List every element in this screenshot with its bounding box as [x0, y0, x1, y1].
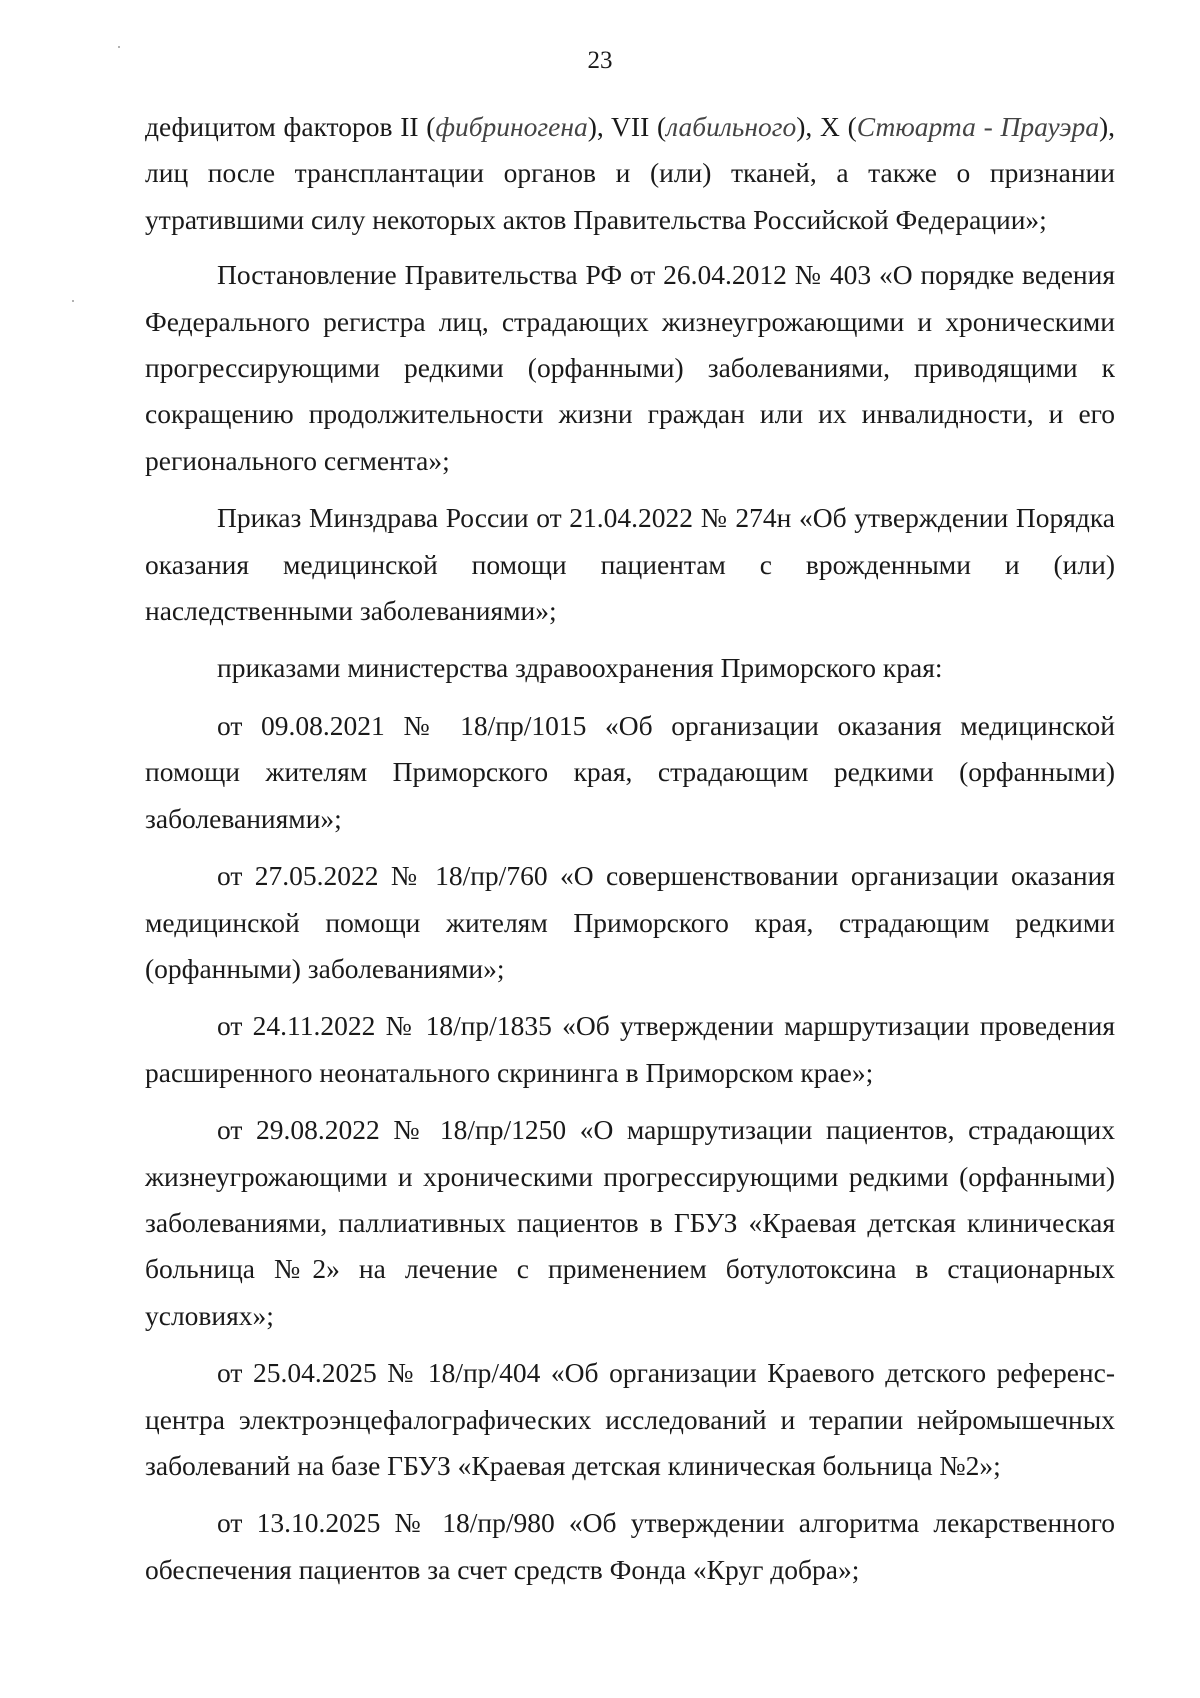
paragraph-text-part: Стюарта - Прауэра: [856, 111, 1099, 142]
paragraph-ministry-order-274n: Приказ Минздрава России от 21.04.2022 № 274н «Об утверждении Порядка оказания медицинской помощи пациентам с врожденными и (или) наследственными заболеваниями»;: [145, 502, 1115, 627]
paragraph-order-1250: от 29.08.2022 № 18/пр/1250 «О маршрутизации пациентов, страдающих жизнеугрожающими и хроническими прогрессирующими редкими (орфанными) заболеваниями, паллиативных пациентов в ГБУЗ «Краевая детская клиническая больница №2» на лечение с применением ботулотоксина в стационарных условиях»;: [145, 1114, 1115, 1331]
paragraph-text-part: дефицитом факторов II (: [145, 111, 436, 142]
paragraph-regional-orders-intro: приказами министерства здравоохранения Приморского края:: [217, 652, 943, 684]
scan-speck: [72, 300, 74, 302]
page-number: 23: [587, 47, 613, 74]
paragraph-continuation: [145, 104, 1115, 243]
paragraph-order-760: от 27.05.2022 № 18/пр/760 «О совершенствовании организации оказания медицинской помощи жителям Приморского края, страдающим редкими (орфанными) заболеваниями»;: [145, 860, 1115, 984]
paragraph-text-part: ), X (: [796, 111, 857, 142]
paragraph-order-980: от 13.10.2025 № 18/пр/980 «Об утверждении алгоритма лекарственного обеспечения пациентов за счет средств Фонда «Круг добра»;: [145, 1507, 1115, 1585]
paragraph-text-part: лабильного: [666, 111, 797, 142]
paragraph-text-part: ), лиц после трансплантации органов и (или) тканей, а также о признании утратившими силу некоторых актов Правительства Российской Федерации»;: [145, 111, 1116, 235]
document-body: [145, 104, 1115, 1604]
paragraph-order-1835: от 24.11.2022 № 18/пр/1835 «Об утверждении маршрутизации проведения расширенного неонатального скрининга в Приморском крае»;: [145, 1010, 1115, 1088]
paragraph-text-part: фибриногена: [435, 111, 588, 142]
paragraph-order-404: от 25.04.2025 № 18/пр/404 «Об организации Краевого детского референс-центра электроэнцефалографических исследований и терапии нейромышечных заболеваний на базе ГБУЗ «Краевая детская клиническая больница №2»;: [145, 1357, 1115, 1481]
paragraph-government-decree-403: Постановление Правительства РФ от 26.04.2012 № 403 «О порядке ведения Федерального регистра лиц, страдающих жизнеугрожающими и хроническими прогрессирующими редкими (орфанными) заболеваниями, приводящими к сокращению продолжительности жизни граждан или их инвалидности, и его регионального сегмента»;: [145, 259, 1115, 476]
paragraph-text-part: ), VII (: [587, 111, 667, 142]
paragraph-order-1015: от 09.08.2021 № 18/пр/1015 «Об организации оказания медицинской помощи жителям Приморского края, страдающим редкими (орфанными) заболеваниями»;: [145, 709, 1115, 834]
